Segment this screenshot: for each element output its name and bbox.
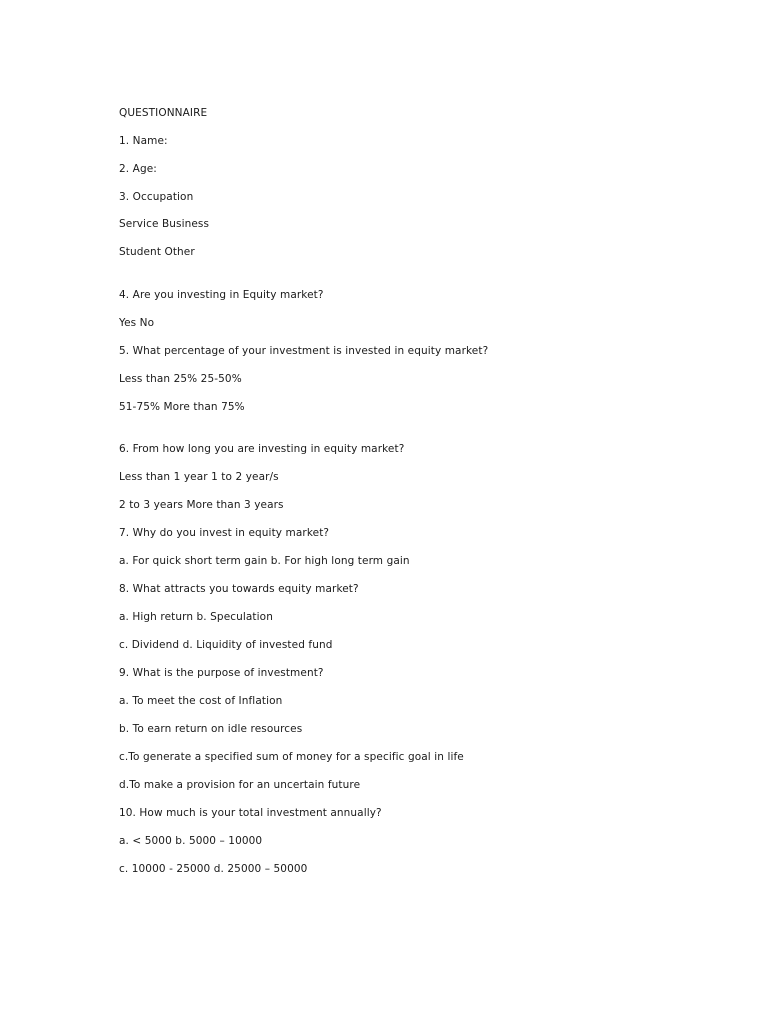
attraction-options-1: a. High return b. Speculation	[119, 611, 273, 623]
question-equity-investing: 4. Are you investing in Equity market?	[119, 289, 324, 301]
question-investment-percentage: 5. What percentage of your investment is invested in equity market?	[119, 345, 489, 357]
occupation-options-2: Student Other	[119, 246, 195, 258]
annual-investment-options-2: c. 10000 - 25000 d. 25000 – 50000	[119, 863, 308, 875]
duration-options-1: Less than 1 year 1 to 2 year/s	[119, 471, 279, 483]
question-annual-investment: 10. How much is your total investment annually?	[119, 807, 382, 819]
question-purpose: 9. What is the purpose of investment?	[119, 667, 324, 679]
percentage-options-1: Less than 25% 25-50%	[119, 373, 242, 385]
question-age: 2. Age:	[119, 163, 157, 175]
purpose-option-a: a. To meet the cost of Inflation	[119, 695, 283, 707]
purpose-option-c: c.To generate a specified sum of money for a specific goal in life	[119, 751, 464, 763]
attraction-options-2: c. Dividend d. Liquidity of invested fund	[119, 639, 333, 651]
question-occupation: 3. Occupation	[119, 191, 194, 203]
question-investing-duration: 6. From how long you are investing in equity market?	[119, 443, 405, 455]
purpose-option-b: b. To earn return on idle resources	[119, 723, 303, 735]
percentage-options-2: 51-75% More than 75%	[119, 401, 245, 413]
annual-investment-options-1: a. < 5000 b. 5000 – 10000	[119, 835, 263, 847]
equity-investing-options: Yes No	[119, 317, 155, 329]
question-attractions: 8. What attracts you towards equity market?	[119, 583, 359, 595]
document-title: QUESTIONNAIRE	[119, 107, 208, 119]
occupation-options-1: Service Business	[119, 218, 210, 230]
question-why-invest: 7. Why do you invest in equity market?	[119, 527, 330, 539]
why-invest-options: a. For quick short term gain b. For high long term gain	[119, 555, 410, 567]
purpose-option-d: d.To make a provision for an uncertain future	[119, 779, 361, 791]
question-name: 1. Name:	[119, 135, 168, 147]
duration-options-2: 2 to 3 years More than 3 years	[119, 499, 284, 511]
